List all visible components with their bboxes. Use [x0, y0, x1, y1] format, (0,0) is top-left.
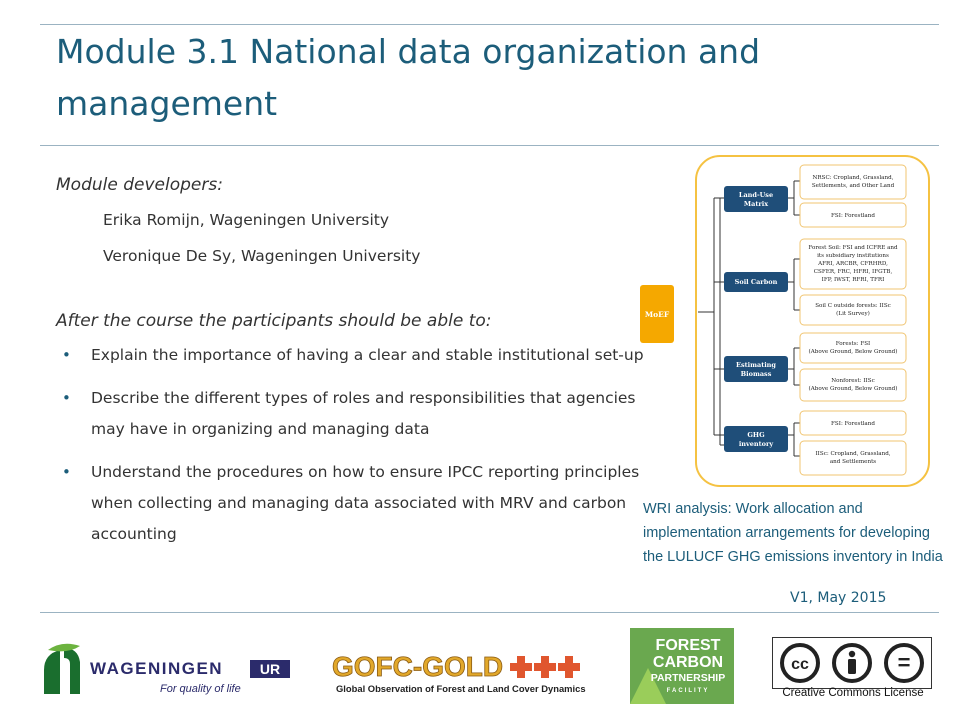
fcpf-line: FOREST — [655, 637, 721, 654]
leaf-label: AFRI, ARCBR, CFRHRD, — [818, 261, 888, 267]
objective-item — [56, 340, 646, 371]
leaf-node — [800, 441, 906, 475]
cc-symbol: cc — [791, 656, 809, 673]
bullet-icon: • — [62, 389, 71, 407]
figure-caption: WRI analysis: Work allocation and implementation arrangements for developing the LULUCF GHG emissions inventory in India — [643, 501, 943, 565]
wageningen-mark-icon — [44, 648, 80, 694]
slide-title: Module 3.1 National data organization and management — [56, 32, 761, 123]
branch-label: Matrix — [743, 200, 769, 208]
leaf-node — [800, 295, 906, 325]
branch-label: Soil Carbon — [734, 278, 778, 286]
root-label: MoEF — [644, 310, 670, 319]
fcpf-line: PARTNERSHIP — [650, 672, 726, 684]
gofc-cross-icons — [510, 656, 580, 678]
leaf-label: Forest Soil: FSI and ICFRE and — [808, 245, 898, 251]
developer-1: Erika Romijn, Wageningen University — [103, 211, 390, 229]
branch-node — [724, 426, 788, 452]
leaf-label: IISc: Cropland, Grassland, — [815, 451, 891, 457]
leaf-label: NRSC: Cropland, Grassland, — [812, 175, 894, 181]
wageningen-logo — [40, 640, 300, 700]
branch-label: GHG — [747, 431, 765, 439]
leaf-label: CSFER, FRC, HFRI, IFGTB, — [813, 269, 893, 275]
leaf-label: Soil C outside forests: IISc — [815, 303, 891, 309]
objective-text: Describe the different types of roles and responsibilities that agencies may have in organizing and managing data — [91, 389, 636, 438]
leaf-node — [800, 333, 906, 363]
wageningen-suffix: UR — [259, 661, 281, 677]
top-rule — [40, 24, 939, 25]
objective-item — [56, 383, 646, 445]
branch-label: Biomass — [740, 370, 772, 378]
leaf-label: and Settlements — [829, 459, 877, 465]
developers-heading: Module developers: — [56, 175, 223, 195]
objective-text: Understand the procedures on how to ensure IPCC reporting principles when collecting and managing data associated with MRV and carbon accounting — [91, 463, 640, 543]
gofc-gold-logo — [330, 648, 596, 698]
fcpf-line: FACILITY — [666, 688, 710, 694]
objective-text: Explain the importance of having a clear and stable institutional set-up — [91, 346, 644, 364]
branch-label: inventory — [738, 440, 774, 448]
nd-symbol: = — [897, 650, 911, 675]
gofc-name: GOFC-GOLD — [332, 651, 504, 682]
org-diagram — [636, 155, 932, 487]
leaf-label: (Above Ground, Below Ground) — [808, 349, 898, 355]
objectives-heading: After the course the participants should be able to: — [56, 311, 492, 331]
gofc-tagline: Global Observation of Forest and Land Cover Dynamics — [336, 683, 586, 694]
leaf-node — [800, 369, 906, 401]
cc-symbols — [773, 638, 931, 688]
developer-2: Veronique De Sy, Wageningen University — [103, 247, 421, 265]
attribution-head — [849, 651, 855, 657]
branch-label: Land-Use — [738, 191, 774, 199]
bullet-icon: • — [62, 463, 71, 481]
objectives-list — [56, 340, 646, 562]
branch-node — [724, 186, 788, 212]
leaf-label: (Lit Survey) — [836, 311, 870, 317]
branch-node — [724, 356, 788, 382]
leaf-label: Settlements, and Other Land — [811, 183, 895, 189]
leaf-label: Forests: FSI — [835, 341, 871, 347]
leaf-node — [800, 165, 906, 199]
leaf-label: (Above Ground, Below Ground) — [808, 386, 898, 392]
leaf-label: Nonforest: IISc — [831, 378, 875, 384]
wageningen-tagline: For quality of life — [160, 683, 241, 695]
wageningen-leaf-icon — [48, 644, 80, 652]
footer-rule — [40, 612, 939, 613]
branch-label: Estimating — [736, 361, 776, 369]
leaf-label: FSI: Forestland — [831, 213, 875, 219]
version-label: V1, May 2015 — [790, 590, 887, 606]
cc-license-label[interactable]: Creative Commons License — [782, 687, 924, 699]
leaf-label: FSI: Forestland — [831, 421, 875, 427]
fcpf-line: CARBON — [652, 654, 724, 671]
fcpf-logo — [630, 628, 734, 704]
wageningen-name: WAGENINGEN — [90, 659, 224, 678]
cc-badge[interactable] — [772, 637, 932, 689]
objective-item — [56, 457, 646, 550]
leaf-label: IFP, IWST, RFRI, TFRI — [821, 277, 885, 283]
bullet-icon: • — [62, 346, 71, 364]
leaf-label: its subsidiary institutions — [817, 253, 889, 259]
title-rule — [40, 145, 939, 146]
